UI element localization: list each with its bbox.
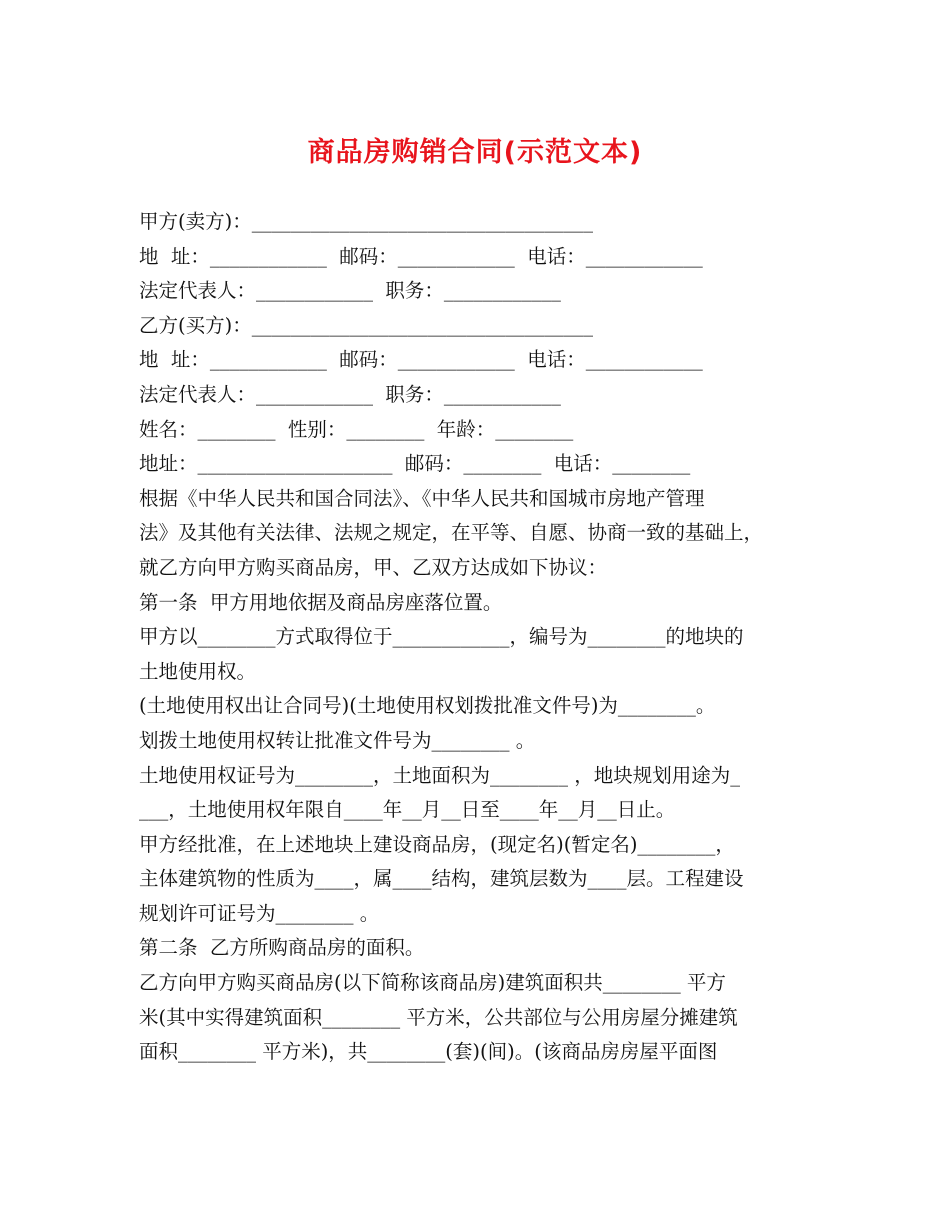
document-title: 商品房购销合同(示范文本) bbox=[307, 137, 643, 168]
contract-line: 根据《中华人民共和国合同法》、《中华人民共和国城市房地产管理 bbox=[139, 486, 705, 510]
contract-line: 面积________ 平方米)，共________(套)(间)。(该商品房房屋平面图 bbox=[139, 1040, 718, 1064]
contract-line: 法定代表人：____________ 职务：____________ bbox=[139, 382, 561, 406]
contract-line: (土地使用权出让合同号)(土地使用权划拨批准文件号)为________。 bbox=[139, 694, 716, 718]
contract-line: 土地使用权。 bbox=[139, 659, 257, 683]
contract-line: 土地使用权证号为________，土地面积为________ ，地块规划用途为_ bbox=[139, 763, 740, 787]
contract-line: 地址：____________________ 邮码：________ 电话：________ bbox=[139, 452, 691, 476]
contract-line: 规划许可证号为________ 。 bbox=[139, 901, 380, 925]
contract-line: 姓名：________ 性别：________ 年龄：________ bbox=[139, 417, 574, 441]
contract-line: 甲方以________方式取得位于____________，编号为________的地块的 bbox=[139, 625, 744, 649]
contract-line: 第一条 甲方用地依据及商品房座落位置。 bbox=[139, 590, 503, 614]
contract-line: 主体建筑物的性质为____，属____结构，建筑层数为____层。工程建设 bbox=[139, 867, 744, 891]
contract-line: 法》及其他有关法律、法规之规定，在平等、自愿、协商一致的基础上， bbox=[139, 521, 764, 545]
contract-line: 甲方(卖方)：___________________________________ bbox=[139, 210, 593, 233]
contract-line: 法定代表人：____________ 职务：____________ bbox=[139, 279, 561, 303]
contract-line: 地 址：____________ 邮码：____________ 电话：____________ bbox=[139, 348, 703, 372]
contract-line: ___，土地使用权年限自____年__月__日至____年__月__日止。 bbox=[139, 798, 676, 822]
contract-body bbox=[139, 205, 829, 1070]
contract-line: 地 址：____________ 邮码：____________ 电话：____________ bbox=[139, 244, 703, 268]
contract-line: 乙方向甲方购买商品房(以下简称该商品房)建筑面积共________ 平方 bbox=[139, 971, 726, 995]
contract-line: 甲方经批准，在上述地块上建设商品房，(现定名)(暂定名)________， bbox=[139, 832, 735, 856]
contract-line: 第二条 乙方所购商品房的面积。 bbox=[139, 936, 425, 960]
contract-line: 就乙方向甲方购买商品房，甲、乙双方达成如下协议： bbox=[139, 555, 608, 579]
contract-line: 米(其中实得建筑面积________ 平方米，公共部位与公用房屋分摊建筑 bbox=[139, 1005, 738, 1029]
contract-line: 划拨土地使用权转让批准文件号为________ 。 bbox=[139, 728, 536, 752]
contract-line: 乙方(买方)：___________________________________ bbox=[139, 313, 593, 337]
